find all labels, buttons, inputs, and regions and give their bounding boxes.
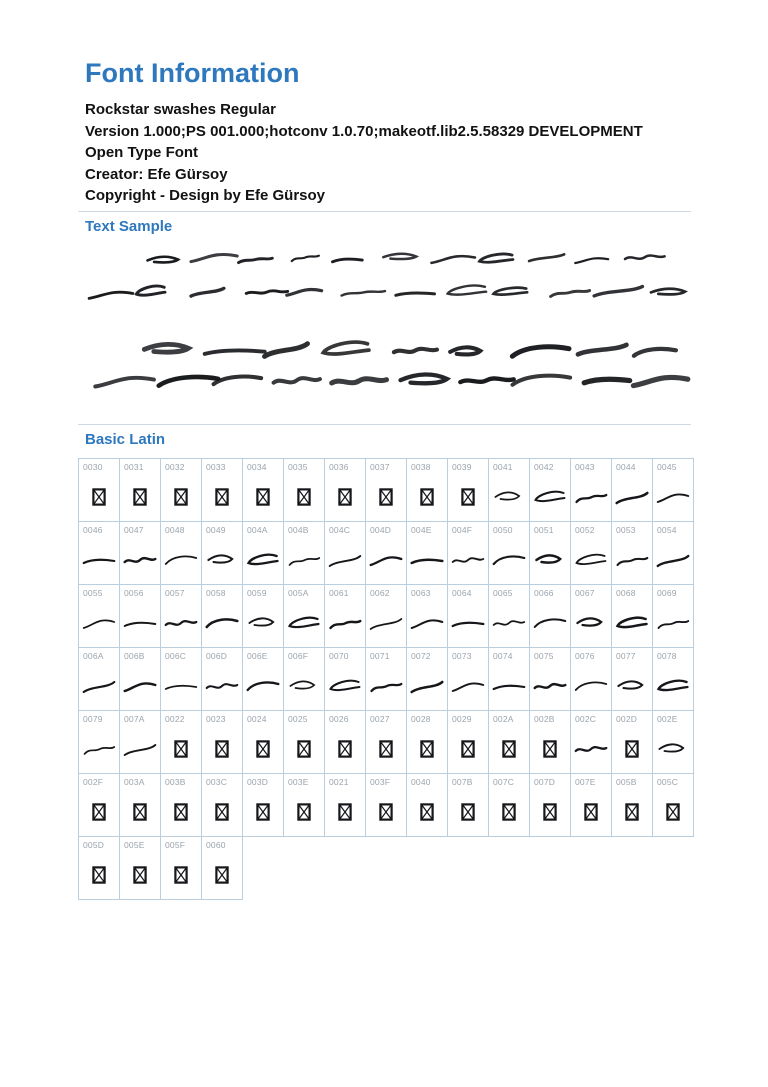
glyph-cell <box>324 710 366 774</box>
glyph-cell <box>242 647 284 711</box>
notdef-glyph-icon <box>256 803 270 821</box>
notdef-glyph-icon <box>92 488 106 506</box>
glyph-cell <box>119 710 161 774</box>
glyph-code-label: 0061 <box>329 588 349 598</box>
glyph-cell <box>570 584 612 648</box>
glyph-cell <box>406 773 448 837</box>
glyph-cell <box>611 710 653 774</box>
glyph-code-label: 005C <box>657 777 679 787</box>
glyph-cell <box>447 710 489 774</box>
glyph-code-label: 002B <box>534 714 555 724</box>
glyph-cell <box>570 773 612 837</box>
glyph-cell <box>160 647 202 711</box>
glyph-code-label: 004F <box>452 525 473 535</box>
glyph-cell <box>611 458 653 522</box>
swash-glyph <box>245 549 281 571</box>
glyph-code-label: 0034 <box>247 462 267 472</box>
glyph-cell <box>201 521 243 585</box>
glyph-cell <box>242 521 284 585</box>
swash-glyph <box>655 486 691 508</box>
swash-glyph <box>532 549 568 571</box>
glyph-code-label: 004B <box>288 525 309 535</box>
swash-glyph <box>409 612 445 634</box>
glyph-cell <box>488 584 530 648</box>
glyph-cell <box>611 773 653 837</box>
swash-glyph <box>163 675 199 697</box>
swash-glyph <box>122 612 158 634</box>
notdef-glyph-icon <box>461 803 475 821</box>
glyph-code-label: 0021 <box>329 777 349 787</box>
notdef-glyph-icon <box>543 803 557 821</box>
notdef-glyph-icon <box>584 803 598 821</box>
glyph-code-label: 0033 <box>206 462 226 472</box>
glyph-code-label: 004D <box>370 525 392 535</box>
glyph-code-label: 005A <box>288 588 309 598</box>
swash-glyph <box>573 738 609 760</box>
glyph-code-label: 0057 <box>165 588 185 598</box>
glyph-cell <box>78 458 120 522</box>
font-copyright: Copyright - Design by Efe Gürsoy <box>85 187 326 204</box>
swash-glyph <box>163 549 199 571</box>
notdef-glyph-icon <box>461 740 475 758</box>
swash-glyph <box>614 612 650 634</box>
glyph-code-label: 006E <box>247 651 268 661</box>
glyph-code-label: 006B <box>124 651 145 661</box>
notdef-glyph-icon <box>338 488 352 506</box>
glyph-code-label: 0055 <box>83 588 103 598</box>
swash-glyph <box>655 612 691 634</box>
glyph-code-label: 005D <box>83 840 105 850</box>
glyph-code-label: 003B <box>165 777 186 787</box>
swash-glyph <box>286 675 322 697</box>
glyph-code-label: 0037 <box>370 462 390 472</box>
glyph-code-label: 007E <box>575 777 596 787</box>
glyph-cell <box>529 521 571 585</box>
swash-glyph <box>245 612 281 634</box>
glyph-cell <box>119 773 161 837</box>
glyph-cell <box>283 458 325 522</box>
glyph-code-label: 0041 <box>493 462 513 472</box>
glyph-code-label: 004C <box>329 525 351 535</box>
swash-glyph <box>409 675 445 697</box>
glyph-cell <box>447 521 489 585</box>
glyph-code-label: 0070 <box>329 651 349 661</box>
glyph-code-label: 003F <box>370 777 391 787</box>
glyph-cell <box>283 647 325 711</box>
glyph-cell <box>78 647 120 711</box>
glyph-cell <box>324 521 366 585</box>
notdef-glyph-icon <box>215 803 229 821</box>
swash-glyph <box>122 738 158 760</box>
glyph-cell <box>78 521 120 585</box>
notdef-glyph-icon <box>625 740 639 758</box>
notdef-glyph-icon <box>133 803 147 821</box>
glyph-code-label: 0028 <box>411 714 431 724</box>
swash-glyph <box>163 612 199 634</box>
swash-glyph <box>532 675 568 697</box>
glyph-cell <box>283 710 325 774</box>
notdef-glyph-icon <box>297 803 311 821</box>
glyph-cell <box>365 584 407 648</box>
notdef-glyph-icon <box>256 740 270 758</box>
glyph-code-label: 003A <box>124 777 145 787</box>
swash-glyph <box>81 738 117 760</box>
glyph-code-label: 0078 <box>657 651 677 661</box>
glyph-cell <box>652 647 694 711</box>
swash-glyph <box>573 675 609 697</box>
swash-glyph <box>573 549 609 571</box>
glyph-cell <box>160 836 202 900</box>
notdef-glyph-icon <box>297 740 311 758</box>
glyph-cell <box>78 584 120 648</box>
glyph-code-label: 004E <box>411 525 432 535</box>
glyph-cell <box>160 458 202 522</box>
glyph-cell <box>488 521 530 585</box>
glyph-cell <box>283 773 325 837</box>
glyph-code-label: 0075 <box>534 651 554 661</box>
glyph-cell <box>488 647 530 711</box>
notdef-glyph-icon <box>174 488 188 506</box>
swash-glyph <box>368 675 404 697</box>
page-title: Font Information <box>85 58 300 88</box>
glyph-code-label: 007B <box>452 777 473 787</box>
glyph-cell <box>570 521 612 585</box>
glyph-cell <box>324 458 366 522</box>
glyph-cell <box>365 458 407 522</box>
glyph-code-label: 007C <box>493 777 515 787</box>
notdef-glyph-icon <box>420 740 434 758</box>
glyph-code-label: 0040 <box>411 777 431 787</box>
swash-glyph <box>450 549 486 571</box>
notdef-glyph-icon <box>379 488 393 506</box>
glyph-cell <box>447 773 489 837</box>
font-creator: Creator: Efe Gürsoy <box>85 165 228 183</box>
glyph-cell <box>447 584 489 648</box>
glyph-code-label: 0032 <box>165 462 185 472</box>
notdef-glyph-icon <box>338 740 352 758</box>
glyph-code-label: 0030 <box>83 462 103 472</box>
notdef-glyph-icon <box>297 488 311 506</box>
glyph-code-label: 004A <box>247 525 268 535</box>
swash-glyph <box>81 549 117 571</box>
glyph-cell <box>119 836 161 900</box>
glyph-cell <box>652 458 694 522</box>
glyph-cell <box>201 584 243 648</box>
swash-glyph <box>450 612 486 634</box>
swash-glyph <box>204 675 240 697</box>
glyph-code-label: 003D <box>247 777 269 787</box>
glyph-code-label: 0044 <box>616 462 636 472</box>
glyph-code-label: 003E <box>288 777 309 787</box>
glyph-code-label: 0031 <box>124 462 144 472</box>
notdef-glyph-icon <box>133 866 147 884</box>
glyph-code-label: 005B <box>616 777 637 787</box>
glyph-cell <box>160 521 202 585</box>
glyph-cell <box>611 584 653 648</box>
glyph-code-label: 0027 <box>370 714 390 724</box>
notdef-glyph-icon <box>174 866 188 884</box>
glyph-cell <box>529 710 571 774</box>
glyph-code-label: 0073 <box>452 651 472 661</box>
notdef-glyph-icon <box>543 740 557 758</box>
glyph-cell <box>611 647 653 711</box>
glyph-cell <box>652 710 694 774</box>
notdef-glyph-icon <box>379 740 393 758</box>
glyph-cell <box>78 773 120 837</box>
swash-sample-illustration <box>78 238 691 403</box>
glyph-code-label: 0050 <box>493 525 513 535</box>
glyph-code-label: 0072 <box>411 651 431 661</box>
glyph-code-label: 0029 <box>452 714 472 724</box>
notdef-glyph-icon <box>92 866 106 884</box>
glyph-cell <box>119 458 161 522</box>
glyph-code-label: 0047 <box>124 525 144 535</box>
glyph-cell <box>570 647 612 711</box>
glyph-cell <box>201 710 243 774</box>
glyph-cell <box>119 647 161 711</box>
glyph-cell <box>201 458 243 522</box>
swash-glyph <box>204 549 240 571</box>
glyph-cell <box>652 773 694 837</box>
glyph-code-label: 006C <box>165 651 187 661</box>
glyph-cell <box>201 647 243 711</box>
glyph-code-label: 002D <box>616 714 638 724</box>
glyph-cell <box>119 521 161 585</box>
glyph-code-label: 0059 <box>247 588 267 598</box>
glyph-cell <box>447 647 489 711</box>
glyph-code-label: 0071 <box>370 651 390 661</box>
text-sample-heading: Text Sample <box>85 218 173 235</box>
swash-glyph <box>204 612 240 634</box>
swash-glyph <box>327 612 363 634</box>
glyph-code-label: 0026 <box>329 714 349 724</box>
swash-glyph <box>491 612 527 634</box>
glyph-code-label: 0038 <box>411 462 431 472</box>
glyph-code-label: 005F <box>165 840 186 850</box>
glyph-code-label: 0066 <box>534 588 554 598</box>
glyph-code-label: 0063 <box>411 588 431 598</box>
glyph-cell <box>365 521 407 585</box>
glyph-cell <box>406 458 448 522</box>
glyph-code-label: 002A <box>493 714 514 724</box>
swash-glyph <box>327 549 363 571</box>
glyph-cell <box>242 458 284 522</box>
glyph-code-label: 0067 <box>575 588 595 598</box>
notdef-glyph-icon <box>174 740 188 758</box>
notdef-glyph-icon <box>133 488 147 506</box>
swash-glyph <box>286 612 322 634</box>
glyph-cell <box>201 773 243 837</box>
swash-glyph <box>573 612 609 634</box>
glyph-code-label: 003C <box>206 777 228 787</box>
notdef-glyph-icon <box>92 803 106 821</box>
basic-latin-glyph-grid <box>78 458 695 899</box>
glyph-cell <box>283 521 325 585</box>
swash-glyph <box>655 549 691 571</box>
glyph-cell <box>365 647 407 711</box>
glyph-cell <box>160 773 202 837</box>
glyph-cell <box>365 710 407 774</box>
glyph-code-label: 0076 <box>575 651 595 661</box>
glyph-cell <box>283 584 325 648</box>
swash-glyph <box>450 675 486 697</box>
glyph-cell <box>611 521 653 585</box>
swash-glyph <box>532 486 568 508</box>
glyph-cell <box>324 647 366 711</box>
separator-line <box>78 424 691 425</box>
glyph-cell <box>570 458 612 522</box>
glyph-code-label: 0054 <box>657 525 677 535</box>
glyph-code-label: 0039 <box>452 462 472 472</box>
glyph-code-label: 002C <box>575 714 597 724</box>
swash-glyph <box>368 612 404 634</box>
swash-glyph <box>81 675 117 697</box>
glyph-code-label: 007A <box>124 714 145 724</box>
notdef-glyph-icon <box>215 740 229 758</box>
glyph-code-label: 0025 <box>288 714 308 724</box>
text-sample-swashes <box>78 238 691 403</box>
glyph-code-label: 0046 <box>83 525 103 535</box>
swash-glyph <box>491 486 527 508</box>
swash-glyph <box>655 738 691 760</box>
glyph-cell <box>570 710 612 774</box>
glyph-cell <box>652 521 694 585</box>
glyph-cell <box>447 458 489 522</box>
swash-glyph <box>655 675 691 697</box>
glyph-code-label: 0048 <box>165 525 185 535</box>
glyph-code-label: 0060 <box>206 840 226 850</box>
glyph-code-label: 005E <box>124 840 145 850</box>
glyph-cell <box>78 710 120 774</box>
glyph-cell <box>242 710 284 774</box>
notdef-glyph-icon <box>666 803 680 821</box>
glyph-code-label: 0036 <box>329 462 349 472</box>
glyph-cell <box>488 773 530 837</box>
glyph-cell <box>201 836 243 900</box>
swash-glyph <box>122 675 158 697</box>
notdef-glyph-icon <box>215 866 229 884</box>
swash-glyph <box>81 612 117 634</box>
glyph-code-label: 0023 <box>206 714 226 724</box>
glyph-cell <box>529 458 571 522</box>
notdef-glyph-icon <box>420 488 434 506</box>
glyph-cell <box>529 647 571 711</box>
font-name: Rockstar swashes Regular <box>85 101 276 118</box>
notdef-glyph-icon <box>174 803 188 821</box>
notdef-glyph-icon <box>502 740 516 758</box>
glyph-code-label: 0056 <box>124 588 144 598</box>
glyph-cell <box>406 584 448 648</box>
swash-glyph <box>245 675 281 697</box>
font-version: Version 1.000;PS 001.000;hotconv 1.0.70;makeotf.lib2.5.58329 DEVELOPMENT <box>85 122 643 140</box>
font-format: Open Type Font <box>85 144 199 161</box>
basic-latin-heading: Basic Latin <box>85 431 166 448</box>
glyph-cell <box>242 584 284 648</box>
swash-glyph <box>491 675 527 697</box>
glyph-code-label: 0069 <box>657 588 677 598</box>
glyph-code-label: 006A <box>83 651 104 661</box>
glyph-code-label: 0064 <box>452 588 472 598</box>
glyph-cell <box>406 647 448 711</box>
glyph-code-label: 006D <box>206 651 228 661</box>
glyph-code-label: 007D <box>534 777 556 787</box>
swash-glyph <box>368 549 404 571</box>
font-meta-block <box>85 99 643 207</box>
glyph-code-label: 002E <box>657 714 678 724</box>
glyph-cell <box>488 710 530 774</box>
glyph-code-label: 0052 <box>575 525 595 535</box>
notdef-glyph-icon <box>502 803 516 821</box>
glyph-code-label: 0042 <box>534 462 554 472</box>
glyph-code-label: 0065 <box>493 588 513 598</box>
swash-glyph <box>327 675 363 697</box>
swash-glyph <box>122 549 158 571</box>
notdef-glyph-icon <box>625 803 639 821</box>
notdef-glyph-icon <box>420 803 434 821</box>
glyph-code-label: 0035 <box>288 462 308 472</box>
glyph-cell <box>324 584 366 648</box>
notdef-glyph-icon <box>256 488 270 506</box>
notdef-glyph-icon <box>215 488 229 506</box>
glyph-code-label: 0049 <box>206 525 226 535</box>
glyph-code-label: 0068 <box>616 588 636 598</box>
glyph-cell <box>488 458 530 522</box>
glyph-code-label: 0045 <box>657 462 677 472</box>
glyph-code-label: 0074 <box>493 651 513 661</box>
swash-glyph <box>532 612 568 634</box>
notdef-glyph-icon <box>379 803 393 821</box>
notdef-glyph-icon <box>461 488 475 506</box>
glyph-cell <box>324 773 366 837</box>
glyph-code-label: 0022 <box>165 714 185 724</box>
glyph-code-label: 0079 <box>83 714 103 724</box>
glyph-code-label: 0024 <box>247 714 267 724</box>
glyph-cell <box>529 773 571 837</box>
glyph-cell <box>406 710 448 774</box>
notdef-glyph-icon <box>338 803 352 821</box>
glyph-cell <box>652 584 694 648</box>
separator-line <box>78 211 691 212</box>
glyph-code-label: 0058 <box>206 588 226 598</box>
glyph-cell <box>365 773 407 837</box>
glyph-code-label: 0043 <box>575 462 595 472</box>
glyph-cell <box>529 584 571 648</box>
glyph-cell <box>78 836 120 900</box>
glyph-cell <box>160 710 202 774</box>
glyph-cell <box>406 521 448 585</box>
glyph-code-label: 0077 <box>616 651 636 661</box>
swash-glyph <box>573 486 609 508</box>
swash-glyph <box>614 675 650 697</box>
swash-glyph <box>409 549 445 571</box>
glyph-code-label: 002F <box>83 777 104 787</box>
swash-glyph <box>614 549 650 571</box>
glyph-code-label: 0062 <box>370 588 390 598</box>
glyph-code-label: 006F <box>288 651 309 661</box>
glyph-cell <box>242 773 284 837</box>
glyph-code-label: 0051 <box>534 525 554 535</box>
swash-glyph <box>286 549 322 571</box>
glyph-cell <box>119 584 161 648</box>
swash-glyph <box>491 549 527 571</box>
swash-glyph <box>614 486 650 508</box>
glyph-cell <box>160 584 202 648</box>
glyph-code-label: 0053 <box>616 525 636 535</box>
